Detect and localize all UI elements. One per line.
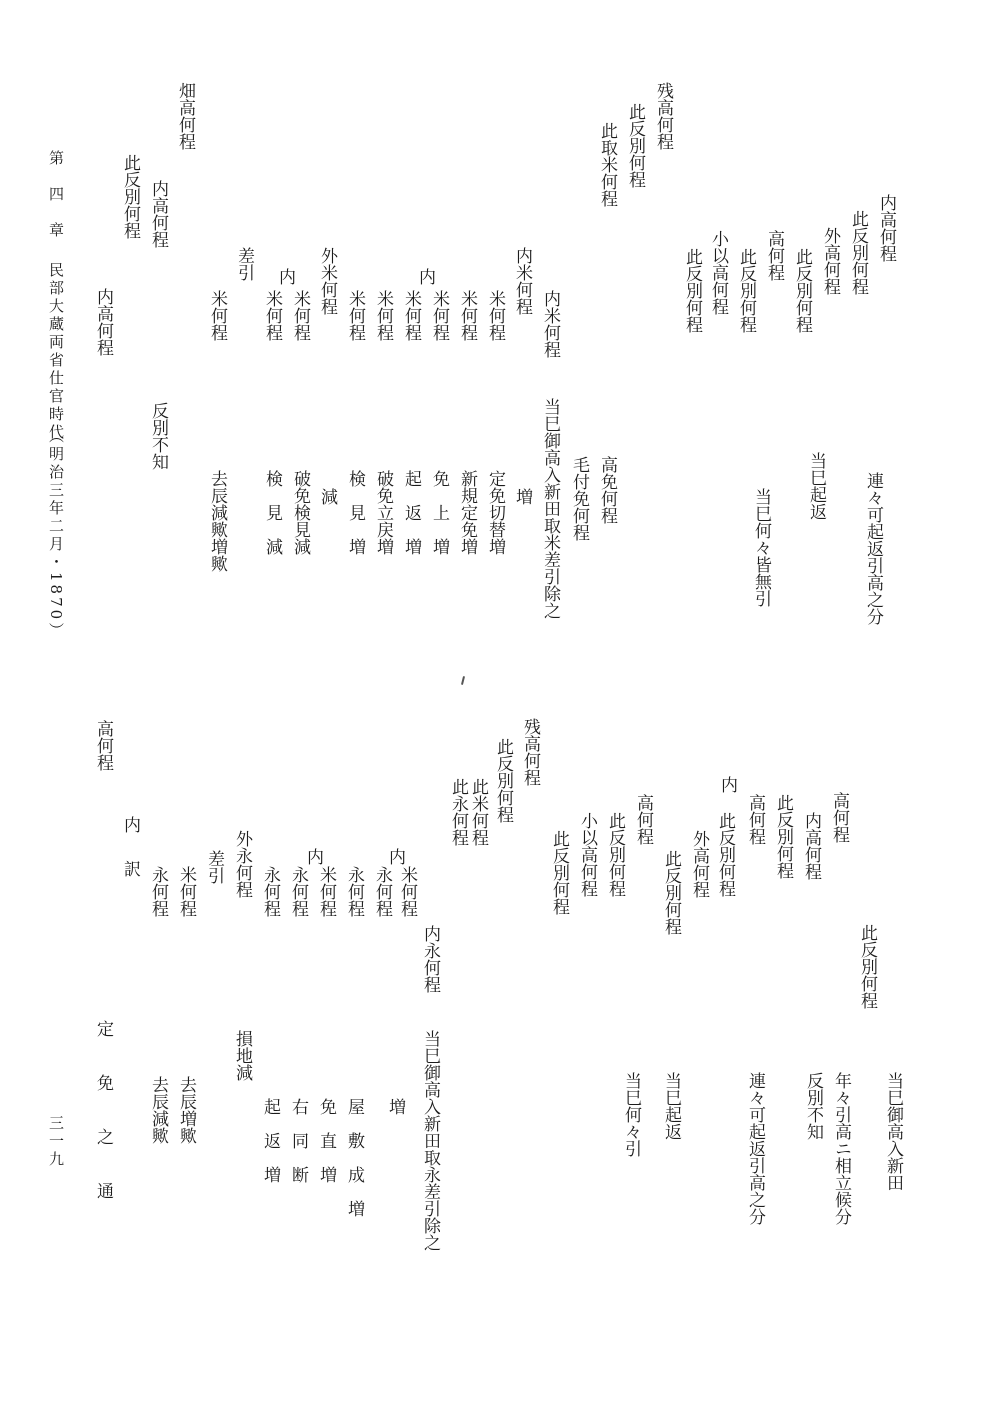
bottom-kono-tanbetsu-4: 此反別何程 [661,850,681,935]
bottom-ei-4: 永何程 [344,866,364,917]
bottom-kono-tanbetsu-6: 此反別何程 [773,794,793,879]
bottom-nennen: 年々引高ニ相立候分 [831,1072,851,1225]
bottom-kome-1: 米何程 [176,866,196,917]
bottom-takanani-4: 高何程 [829,792,849,843]
top-uchi-taka: 内高何程 [148,180,168,248]
top-taka-men: 高免何程 [597,456,617,524]
bottom-uchi-c: 内 [717,776,737,793]
top-zan-taka: 残高何程 [653,82,673,150]
top-kome-6: 米何程 [401,290,421,341]
bottom-genshin-zo: 去辰増歟 [176,1076,196,1144]
bottom-kono-kome: 此米何程 [468,778,488,846]
top-kome-7: 米何程 [429,290,449,341]
bottom-renren: 連々可起返引高之分 [745,1072,765,1225]
top-renren: 連々可起返引高之分 [863,472,883,625]
chapter-heading: 第 四 章 [47,150,65,240]
top-kenmi-gen: 検 見 減 [262,470,282,555]
top-uchi-b: 内 [415,268,435,285]
bottom-yashiki-zo: 屋 敷 成 増 [344,1098,364,1217]
top-kono-tanbetsu-5: 此反別何程 [792,248,812,333]
top-uchi-a: 内 [275,268,295,285]
bottom-takanani-2: 高何程 [633,794,653,845]
stray-ink-mark [461,676,465,685]
top-sashihiki: 差引 [234,247,254,281]
bottom-touki-shinden: 当巳御高入新田 [883,1072,903,1191]
top-hamen-kenmi-gen: 破免検見減 [290,470,310,555]
top-hatake-taka: 畑高何程 [175,82,195,150]
bottom-ei-3: 永何程 [288,866,308,917]
top-genshin: 去辰減歟増歟 [207,470,227,572]
top-takanani: 高何程 [764,230,784,281]
bottom-tanbetsu-fuchi: 反別不知 [803,1072,823,1140]
top-kono-tanbetsu-3: 此反別何程 [682,248,702,333]
top-men-age-zo: 免 上 増 [429,470,449,555]
top-zo: 増 [512,488,532,505]
top-uchi-taka-3: 内高何程 [876,194,896,262]
top-kono-tanbetsu: 此反別何程 [120,154,140,239]
top-uchi-kome: 内米何程 [512,247,532,315]
bottom-kono-tanbetsu-7: 此反別何程 [857,924,877,1009]
top-hamen-tatsumodoshi: 破免立戻増 [373,470,393,555]
bottom-sashihiki: 差引 [204,850,224,884]
bottom-uchi-taka: 内高何程 [801,812,821,880]
bottom-kome-3: 米何程 [397,866,417,917]
bottom-uchiwake: 訳 [120,860,140,877]
bottom-takanani-3: 高何程 [745,794,765,845]
top-tanbetsu-fuchi: 反別不知 [148,402,168,470]
bottom-uchi-a: 内 [303,848,323,865]
top-kono-tanbetsu-6: 此反別何程 [848,210,868,295]
era-heading: （明治三年二月・1870） [47,428,65,641]
bottom-ei-5: 永何程 [372,866,392,917]
bottom-sho-taka: 小以高何程 [577,812,597,897]
top-kemen: 毛付免何程 [569,456,589,541]
top-kome-5: 米何程 [373,290,393,341]
top-soto-taka: 外高何程 [820,227,840,295]
top-kome-4: 米何程 [345,290,365,341]
bottom-migi-dodan: 右 同 断 [288,1098,308,1183]
bottom-kome-2: 米何程 [316,866,336,917]
top-kome-2: 米何程 [262,290,282,341]
bottom-genshin-gen: 去辰減歟 [148,1076,168,1144]
top-kenmi-zo: 検 見 増 [345,470,365,555]
bottom-men-naoshi-zo: 免 直 増 [316,1098,336,1183]
top-touki-nani: 当巳何々皆無引 [751,488,771,607]
top-kome-8: 米何程 [457,290,477,341]
top-kono-tanbetsu-2: 此反別何程 [625,103,645,188]
bottom-ei-2: 永何程 [260,866,280,917]
top-jomen-kiri-zo: 定免切替増 [485,470,505,555]
bottom-kono-ei: 此永何程 [448,778,468,846]
top-kono-tanbetsu-4: 此反別何程 [736,248,756,333]
top-kome-3: 米何程 [290,290,310,341]
bottom-okoshi-kaeshi-zo: 起 返 増 [260,1098,280,1183]
bottom-takanani: 高何程 [93,720,113,771]
bottom-kono-tanbetsu-2: 此反別何程 [549,830,569,915]
top-kome-9: 米何程 [485,290,505,341]
bottom-uchi-b: 内 [385,848,405,865]
section-heading: 民部大蔵両省仕官時代 [47,262,65,442]
top-shinki-jomen-zo: 新規定免増 [457,470,477,555]
bottom-soto-ei: 外永何程 [232,830,252,898]
top-kome-1: 米何程 [207,290,227,341]
bottom-soto-taka: 外高何程 [689,830,709,898]
bottom-uchi: 内 [120,816,140,833]
bottom-kono-tanbetsu-5: 此反別何程 [715,812,735,897]
bottom-jomen: 定 免 之 通 [93,1020,113,1209]
top-gen: 減 [317,488,337,505]
top-touki-note: 当巳御高入新田取米差引除之 [540,398,560,619]
top-uchi-taka-2: 内高何程 [93,288,113,356]
bottom-ei-1: 永何程 [148,866,168,917]
bottom-kono-tanbetsu-3: 此反別何程 [605,812,625,897]
top-uchi-kome-2: 内米何程 [540,290,560,358]
bottom-zan-taka: 残高何程 [520,718,540,786]
bottom-touki-note: 当巳御高入新田取永差引除之 [420,1030,440,1251]
bottom-touki-nani: 当巳何々引 [621,1072,641,1157]
top-kono-torikome: 此取米何程 [597,122,617,207]
top-okoshi-kaeshi-zo: 起 返 増 [401,470,421,555]
top-soto-kome: 外米何程 [317,247,337,315]
bottom-kono-tanbetsu-1: 此反別何程 [493,738,513,823]
bottom-zo: 増 [385,1098,405,1115]
bottom-uchi-ei: 内永何程 [420,925,440,993]
top-touki-okoshi: 当巳起返 [806,452,826,520]
page-number: 三一九 [47,1115,65,1169]
top-sho-taka: 小以高何程 [708,230,728,315]
bottom-sonchi-gen: 損地減 [232,1030,252,1081]
bottom-touki-okoshi: 当巳起返 [661,1072,681,1140]
